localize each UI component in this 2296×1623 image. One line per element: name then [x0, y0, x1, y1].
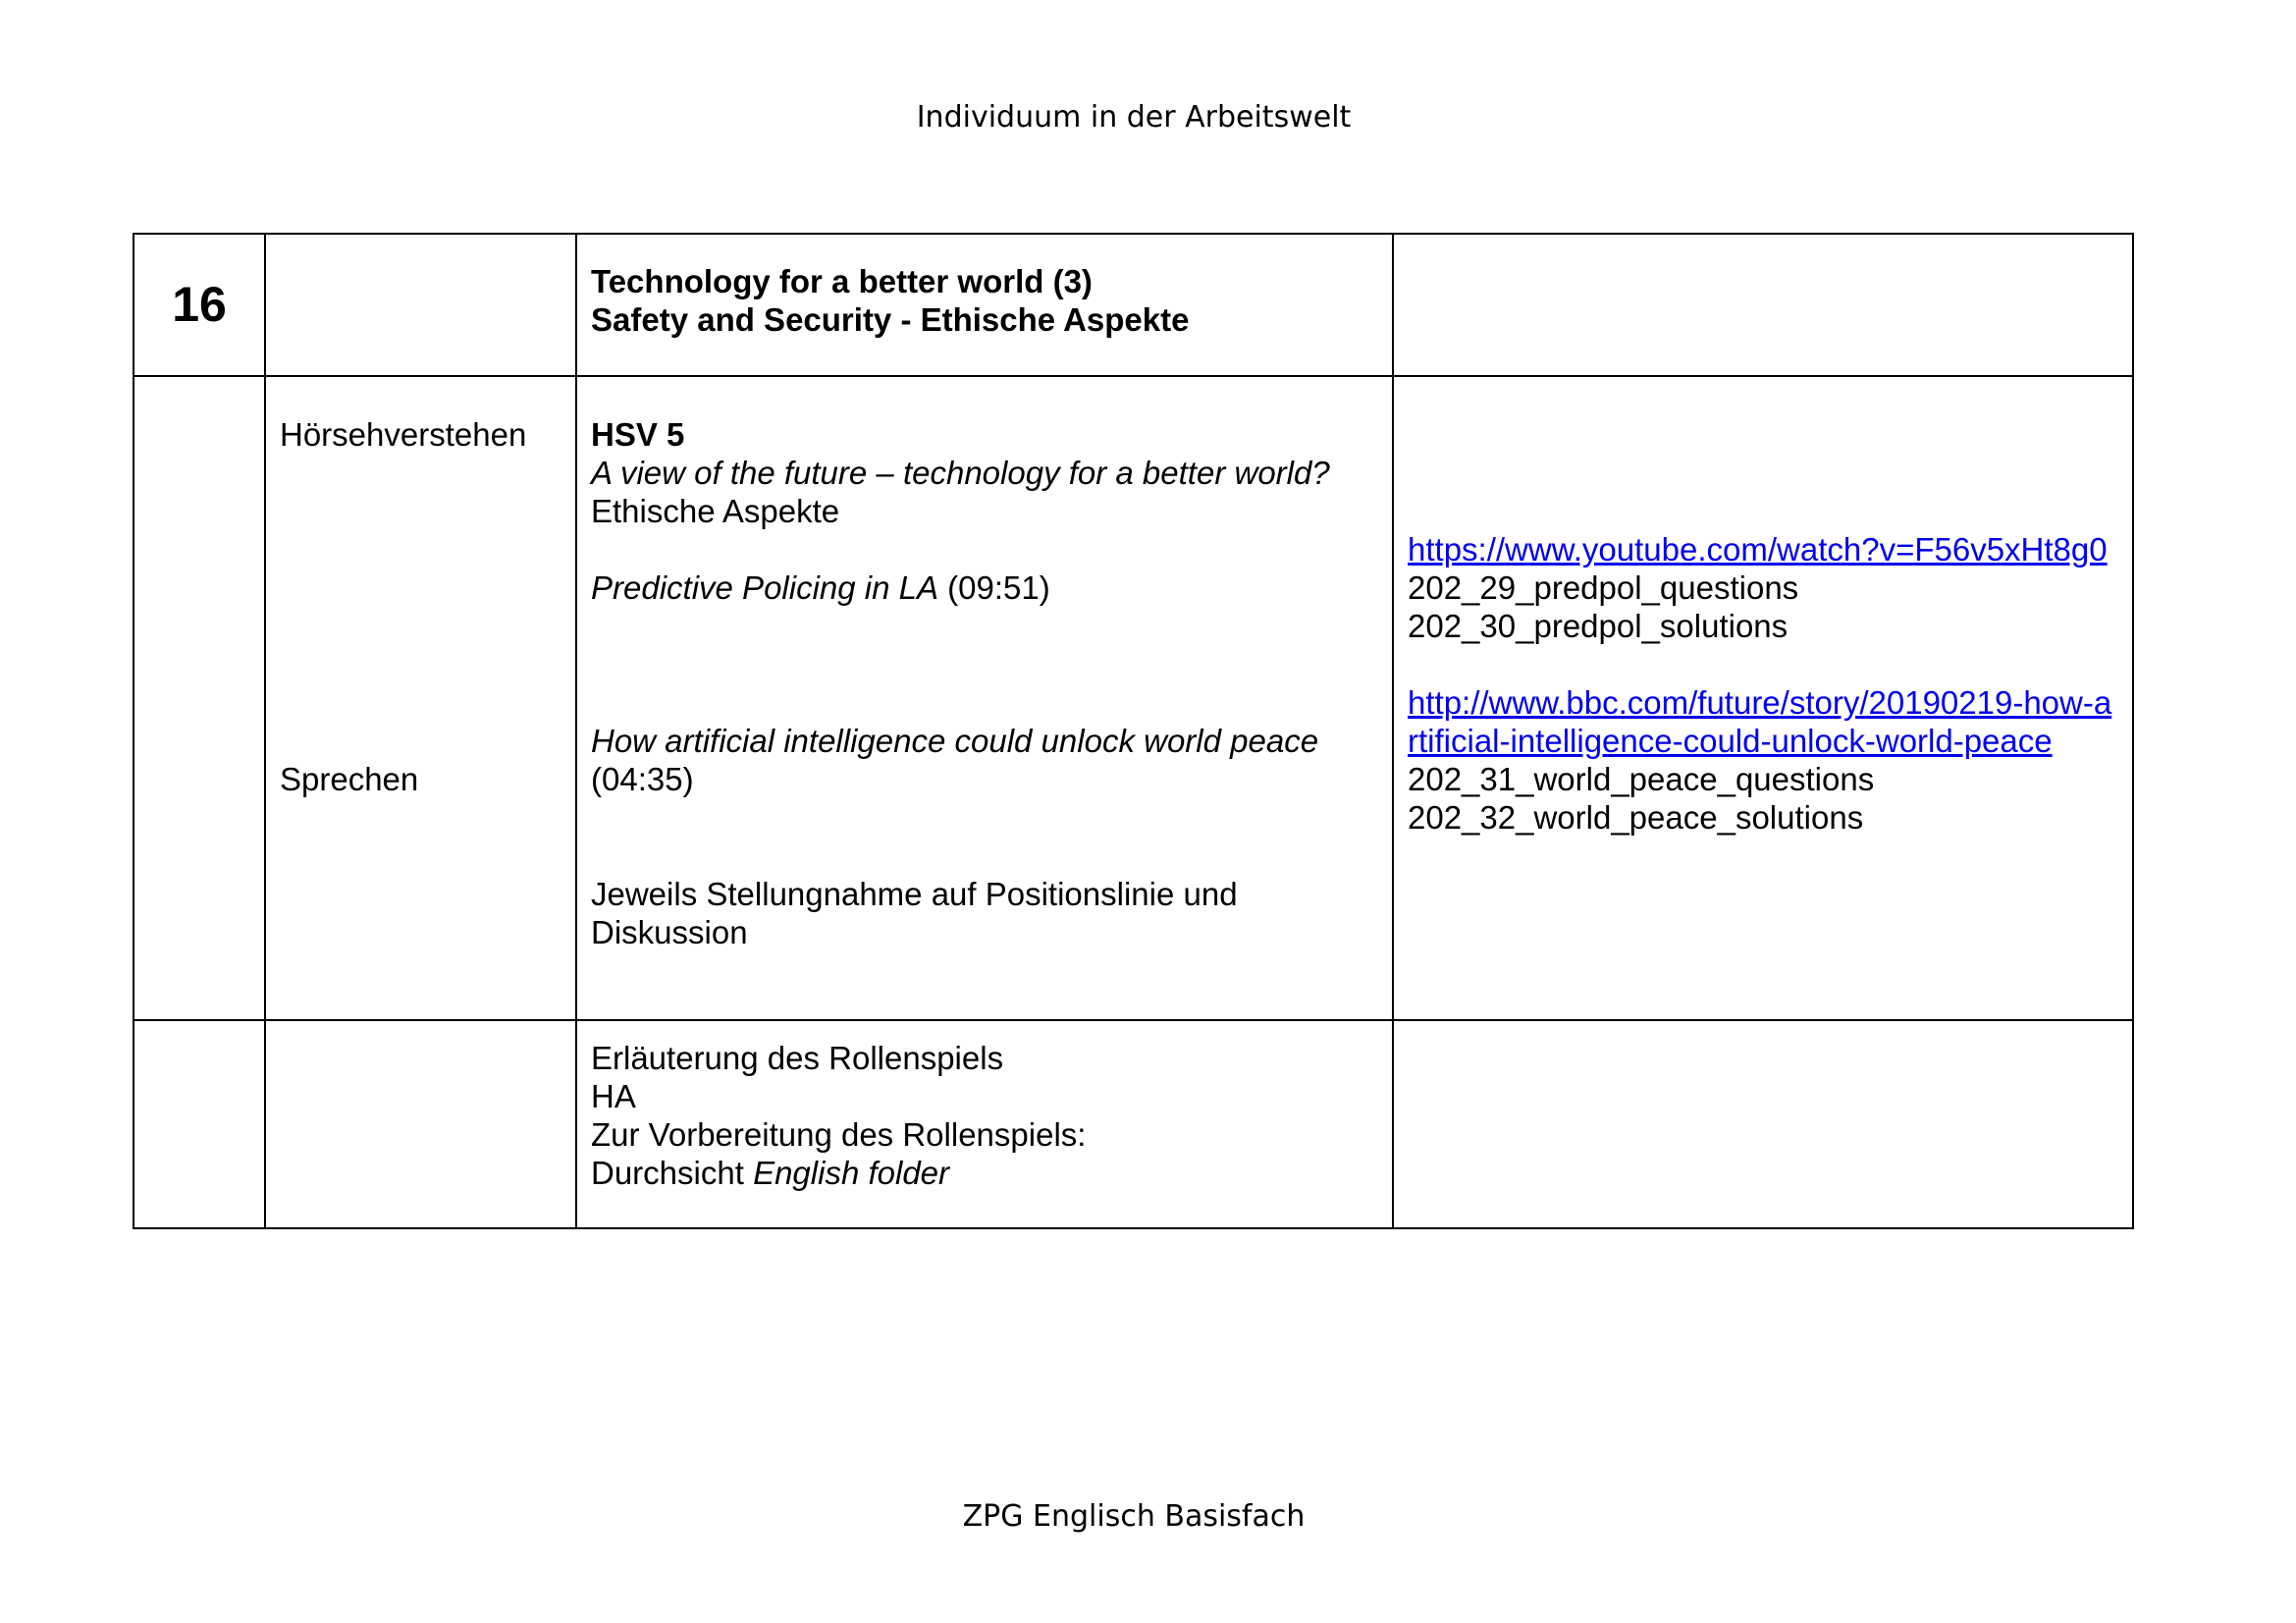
roleplay-explanation: Erläuterung des Rollenspiels — [591, 1040, 1004, 1076]
english-folder: English folder — [753, 1155, 950, 1191]
homework-cell — [576, 1020, 1393, 1228]
youtube-link[interactable]: https://www.youtube.com/watch?v=F56v5xHt8g0 — [1408, 531, 2108, 568]
topic-question: A view of the future – technology for a better world? — [591, 455, 1330, 491]
skill-listening-viewing: Hörsehverstehen — [280, 416, 527, 453]
materials-cell-empty — [1393, 234, 2133, 376]
skills-cell — [265, 376, 576, 1020]
file-predpol-questions: 202_29_predpol_questions — [1408, 569, 1799, 606]
number-cell-empty — [133, 376, 265, 1020]
roleplay-preparation: Zur Vorbereitung des Rollenspiels: — [591, 1116, 1087, 1153]
homework-label: HA — [591, 1078, 636, 1114]
folder-review-text: Durchsicht — [591, 1155, 754, 1191]
topic-ethics: Ethische Aspekte — [591, 493, 840, 529]
skill-cell-empty — [265, 234, 576, 376]
hsv-label: HSV 5 — [591, 416, 685, 453]
speaking-task: Jeweils Stellungnahme auf Positionslinie und Diskussion — [591, 876, 1238, 950]
materials-cell — [1393, 376, 2133, 1020]
file-predpol-solutions: 202_30_predpol_solutions — [1408, 608, 1789, 644]
lesson-plan-table — [133, 233, 2134, 1229]
file-world-peace-questions: 202_31_world_peace_questions — [1408, 761, 1875, 797]
skill-speaking: Sprechen — [280, 761, 419, 797]
skill-cell-empty — [265, 1020, 576, 1228]
video-ai-world-peace-title: How artificial intelligence could unlock world peace — [591, 723, 1319, 759]
homework-row — [133, 1020, 2133, 1228]
lesson-content-row — [133, 376, 2133, 1020]
video-predictive-policing-duration: (09:51) — [938, 569, 1050, 606]
video-predictive-policing — [591, 568, 1378, 607]
lesson-title-cell — [576, 234, 1393, 376]
lesson-header-row — [133, 234, 2133, 376]
lesson-number: 16 — [133, 234, 265, 376]
activities-cell — [576, 376, 1393, 1020]
lesson-title: Technology for a better world (3) — [591, 263, 1093, 299]
video-ai-world-peace-duration: (04:35) — [591, 761, 694, 797]
file-world-peace-solutions: 202_32_world_peace_solutions — [1408, 799, 1864, 836]
page-header: Individuum in der Arbeitswelt — [916, 100, 1352, 135]
materials-cell-empty — [1393, 1020, 2133, 1228]
page-footer: ZPG Englisch Basisfach — [962, 1499, 1306, 1534]
lesson-subtitle: Safety and Security - Ethische Aspekte — [591, 301, 1190, 338]
video-predictive-policing-title: Predictive Policing in LA — [591, 569, 939, 606]
folder-review — [591, 1154, 1378, 1192]
number-cell-empty — [133, 1020, 265, 1228]
bbc-article-link[interactable]: http://www.bbc.com/future/story/20190219-how-artificial-intelligence-could-unlock-world-peace — [1408, 684, 2112, 759]
